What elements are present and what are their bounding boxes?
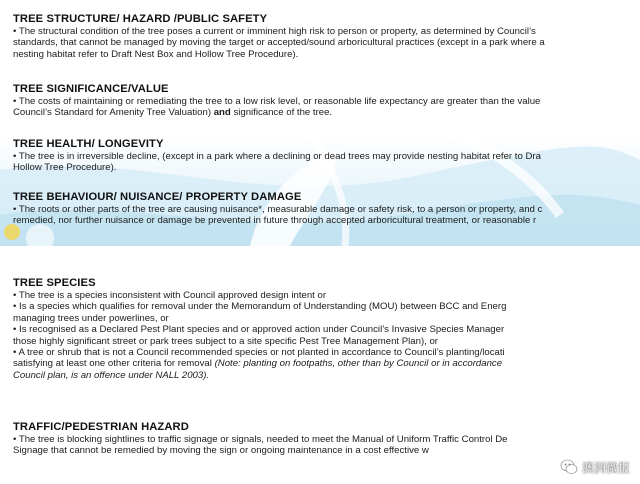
section-text-line: • The tree is a species inconsistent with Council approved design intent or (13, 290, 327, 301)
section-tree-health (13, 138, 640, 174)
section-text-line: • The structural condition of the tree poses a current or imminent high risk to person or property, as determined by Council’s (13, 26, 536, 37)
text-span: significance of the tree. (233, 107, 333, 119)
criteria-panel-bottom (0, 262, 640, 484)
section-heading: TREE HEALTH/ LONGEVITY (13, 138, 164, 150)
section-tree-species (13, 277, 640, 381)
section-text-line: • A tree or shrub that is not a Council recommended species or not planted in accordance to Council’s planting/locati (13, 347, 505, 359)
section-text-line: • Is recognised as a Declared Pest Plant species and or approved action under Council’s Invasive Species Manager (13, 324, 505, 336)
section-text-line: • The costs of maintaining or remediating the tree to a low risk level, or reasonable life expectancy are greater than the value (13, 96, 541, 107)
text-span: Council’s Standard for Amenity Tree Valuation) (13, 107, 212, 119)
section-heading: TREE BEHAVIOUR/ NUISANCE/ PROPERTY DAMAGE (13, 191, 302, 203)
wechat-icon (560, 458, 578, 476)
section-heading: TREE SPECIES (13, 277, 96, 289)
section-text-line (13, 358, 640, 369)
section-text-line: remedied, nor further nuisance or damage be prevented in future through accepted arboricultural treatment, or reasonable r (13, 215, 537, 227)
section-text-line: • The roots or other parts of the tree are causing nuisance*, measurable damage or safety risk, to a person or property, and c (13, 204, 543, 215)
section-text-line (13, 107, 640, 118)
section-text-line: nesting habitat refer to Draft Nest Box and Hollow Tree Procedure). (13, 48, 299, 60)
section-heading: TREE STRUCTURE/ HAZARD /PUBLIC SAFETY (13, 13, 268, 25)
watermark (560, 458, 630, 476)
section-heading: TREE SIGNIFICANCE/VALUE (13, 83, 169, 95)
bold-text-span: and (213, 107, 231, 119)
section-text-line: managing trees under powerlines, or (13, 312, 169, 324)
italic-note-span: (Note: planting on footpaths, other than by Council or in accordance (214, 358, 503, 370)
section-tree-significance (13, 83, 640, 119)
section-text-line: Hollow Tree Procedure). (13, 162, 117, 174)
panel-separator (0, 246, 640, 262)
watermark-text: 澳洲微报 (581, 460, 630, 475)
section-text-line: • The tree is blocking sightlines to traffic signage or signals, needed to meet the Manual of Uniform Traffic Control De (13, 434, 508, 445)
section-text-line: those highly significant street or park trees subject to a site specific Pest Tree Management Plan), or (13, 335, 438, 347)
section-text-line: standards, that cannot be managed by moving the target or accepted/sound arboricultural practices (except in a park where a (13, 37, 545, 49)
italic-note-line: Council plan, is an offence under NALL 2003). (13, 369, 210, 381)
section-traffic-hazard (13, 421, 640, 457)
section-text-line: • The tree is in irreversible decline, (except in a park where a declining or dead trees may provide nesting habitat refer to Dra (13, 151, 541, 162)
section-text-line: • Is a species which qualifies for removal under the Memorandum of Understanding (MOU) between BCC and Energ (13, 301, 507, 313)
section-tree-structure (13, 13, 640, 60)
text-span: satisfying at least one other criteria for removal (13, 358, 212, 370)
section-heading: TRAFFIC/PEDESTRIAN HAZARD (13, 421, 189, 433)
section-tree-behaviour (13, 191, 640, 227)
section-text-line: Signage that cannot be remedied by moving the sign or ongoing maintenance in a cost effective w (13, 445, 429, 457)
